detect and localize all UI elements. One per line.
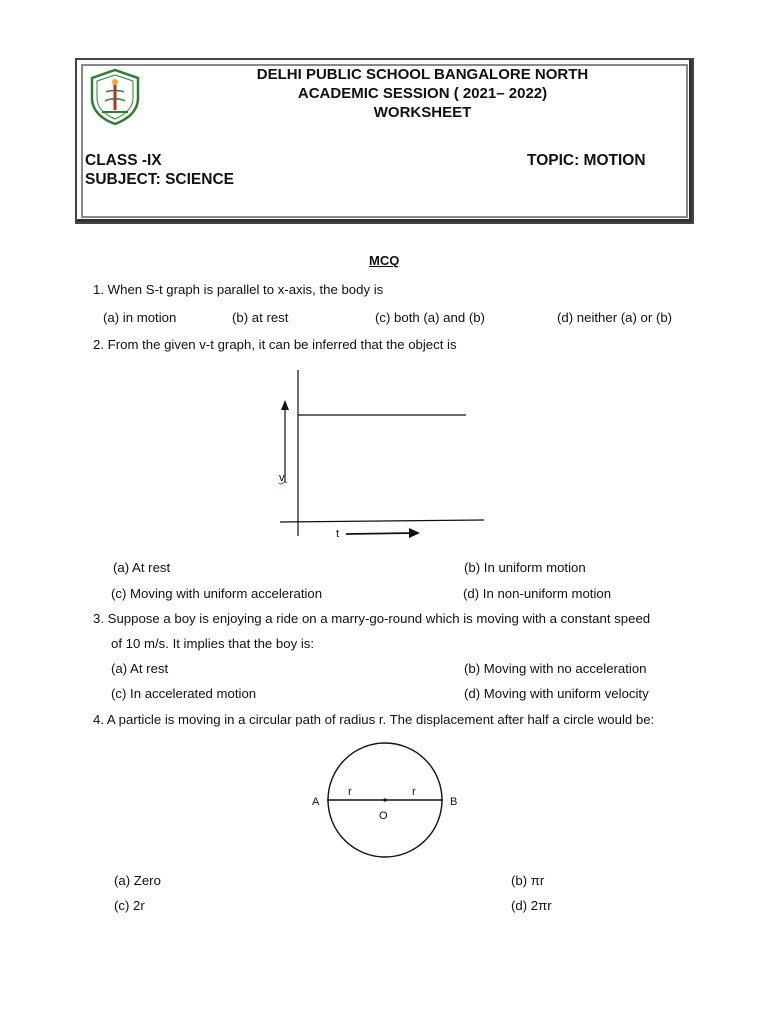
q1-option-c: (c) both (a) and (b) bbox=[375, 310, 485, 325]
circle-diagram bbox=[300, 736, 470, 866]
school-logo bbox=[86, 68, 144, 126]
question-3-line-2: of 10 m/s. It implies that the boy is: bbox=[111, 636, 315, 651]
question-1: 1. When S-t graph is parallel to x-axis, the body is bbox=[93, 282, 384, 297]
q2-option-b: (b) In uniform motion bbox=[464, 560, 586, 575]
q4-option-c: (c) 2r bbox=[114, 898, 145, 913]
q4-option-b: (b) πr bbox=[511, 873, 545, 888]
question-3-line-1: 3. Suppose a boy is enjoying a ride on a marry-go-round which is moving with a constant speed bbox=[93, 611, 651, 626]
q3-option-a: (a) At rest bbox=[111, 661, 169, 676]
section-title: MCQ bbox=[369, 253, 400, 268]
q1-option-b: (b) at rest bbox=[232, 310, 289, 325]
x-axis-label: t bbox=[336, 528, 340, 540]
q4-option-a: (a) Zero bbox=[114, 873, 161, 888]
question-2: 2. From the given v-t graph, it can be inferred that the object is bbox=[93, 337, 457, 352]
q2-option-a: (a) At rest bbox=[113, 560, 171, 575]
radius-label-left: r bbox=[348, 786, 352, 798]
q3-option-c: (c) In accelerated motion bbox=[111, 686, 257, 701]
q2-option-d: (d) In non-uniform motion bbox=[463, 586, 612, 601]
graph-x-axis bbox=[280, 520, 484, 522]
question-4: 4. A particle is moving in a circular path of radius r. The displacement after half a circle would be: bbox=[93, 712, 655, 727]
y-arrow-head bbox=[281, 400, 289, 410]
q1-option-d: (d) neither (a) or (b) bbox=[557, 310, 673, 325]
point-a-label: A bbox=[312, 796, 320, 808]
worksheet-title: WORKSHEET bbox=[373, 104, 472, 121]
x-arrow-head bbox=[409, 528, 420, 538]
q3-option-b: (b) Moving with no acceleration bbox=[464, 661, 647, 676]
q2-option-c: (c) Moving with uniform acceleration bbox=[111, 586, 323, 601]
q3-option-d: (d) Moving with uniform velocity bbox=[464, 686, 649, 701]
topic-label: TOPIC: MOTION bbox=[527, 152, 646, 169]
q4-option-d: (d) 2πr bbox=[511, 898, 552, 913]
school-name: DELHI PUBLIC SCHOOL BANGALORE NORTH bbox=[256, 66, 589, 83]
academic-session: ACADEMIC SESSION ( 2021– 2022) bbox=[297, 85, 548, 102]
vt-graph bbox=[270, 362, 490, 544]
point-b-label: B bbox=[450, 796, 458, 808]
subject-label: SUBJECT: SCIENCE bbox=[85, 171, 234, 188]
radius-label-right: r bbox=[412, 786, 416, 798]
q1-option-a: (a) in motion bbox=[103, 310, 177, 325]
center-dot bbox=[383, 798, 386, 801]
y-axis-label: v bbox=[279, 472, 285, 484]
class-label: CLASS -IX bbox=[85, 152, 162, 169]
x-arrow-shaft bbox=[346, 533, 414, 534]
center-label: O bbox=[379, 810, 388, 822]
